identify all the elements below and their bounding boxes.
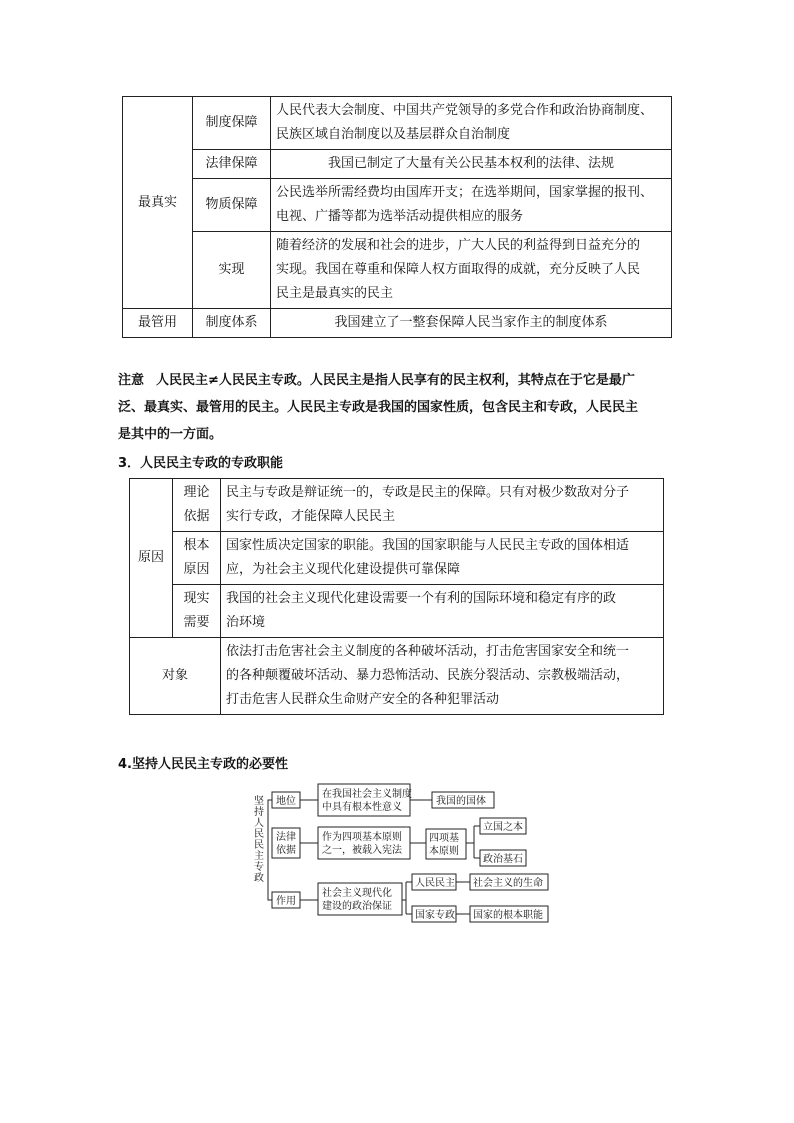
table-row [123,150,672,179]
svg-text:人民民主: 人民民主 [415,878,455,889]
cell-label: 现实 需要 [173,585,221,638]
dictatorship-function-table [129,478,664,715]
svg-text:中具有根本性意义: 中具有根本性意义 [322,802,402,813]
necessity-diagram [248,780,558,930]
svg-text:依据: 依据 [276,845,296,856]
table-row [130,638,664,715]
cell-label: 物质保障 [193,179,271,232]
cell-label: 根本 原因 [173,532,221,585]
svg-text:立国之本: 立国之本 [483,822,523,833]
row-header-most-real: 最真实 [123,97,193,309]
svg-text:法律: 法律 [276,832,296,843]
svg-text:我国的国体: 我国的国体 [436,796,486,807]
cell-text: 公民选举所需经费均由国库开支；在选举期间，国家掌握的报刊、 电视、广播等都为选举活动提供相应的服务 [271,179,672,232]
table-row [123,179,672,232]
cell-label: 实现 [193,232,271,309]
svg-text:作为四项基本原则: 作为四项基本原则 [322,832,402,843]
row-header-object: 对象 [130,638,221,715]
row-header-most-useful: 最管用 [123,309,193,338]
note-lead: 注意 [118,373,145,388]
svg-text:四项基: 四项基 [429,833,459,844]
table-row [130,585,664,638]
democracy-features-table [122,96,672,338]
svg-text:政: 政 [254,873,264,884]
svg-text:建设的政治保证: 建设的政治保证 [322,901,392,912]
cell-text: 民主与专政是辩证统一的，专政是民主的保障。只有对极少数敌对分子 实行专政，才能保障人民民主 [221,479,664,532]
svg-text:地位: 地位 [276,796,296,807]
cell-label: 制度体系 [193,309,271,338]
diagram-root [254,794,264,884]
cell-text: 人民代表大会制度、中国共产党领导的多党合作和政治协商制度、 民族区域自治制度以及基层群众自治制度 [271,97,672,150]
svg-text:民: 民 [254,829,264,840]
section-heading-3: 3．人民民主专政的专政职能 [118,456,284,471]
svg-text:之一，被载入宪法: 之一，被载入宪法 [322,845,402,856]
svg-text:民: 民 [254,840,264,851]
svg-text:主: 主 [254,851,264,862]
cell-label: 法律保障 [193,150,271,179]
svg-text:专: 专 [254,862,264,873]
cell-text: 我国的社会主义现代化建设需要一个有利的国际环境和稳定有序的政 治环境 [221,585,664,638]
cell-text: 我国已制定了大量有关公民基本权利的法律、法规 [271,150,672,179]
svg-text:国家的根本职能: 国家的根本职能 [473,910,543,921]
cell-text: 随着经济的发展和社会的进步，广大人民的利益得到日益充分的 实现。我国在尊重和保障人权方面取得的成就，充分反映了人民 民主是最真实的民主 [271,232,672,309]
note-paragraph: 注意 人民民主≠人民民主专政。人民民主是指人民享有的民主权利，其特点在于它是最广 泛、最真实、最管用的民主。人民民主专政是我国的国家性质，包含民主和专政，人民民主 是其中的一方面。 [118,373,639,442]
svg-text:本原则: 本原则 [429,846,459,857]
svg-text:社会主义现代化: 社会主义现代化 [322,888,392,899]
root-bracket [268,800,272,900]
svg-text:社会主义的生命: 社会主义的生命 [473,878,543,889]
svg-text:国家专政: 国家专政 [415,910,455,921]
cell-text: 依法打击危害社会主义制度的各种破坏活动，打击危害国家安全和统一 的各种颠覆破坏活动、暴力恐怖活动、民族分裂活动、宗教极端活动， 打击危害人民群众生命财产安全的各种犯罪活动 [221,638,664,715]
svg-text:作用: 作用 [276,896,296,907]
svg-text:坚: 坚 [254,796,264,807]
svg-text:在我国社会主义制度: 在我国社会主义制度 [322,789,412,800]
section-heading-4: 4.坚持人民民主专政的必要性 [118,757,288,772]
table-row [123,309,672,338]
svg-text:政治基石: 政治基石 [483,854,523,865]
cell-label: 制度保障 [193,97,271,150]
cell-text: 我国建立了一整套保障人民当家作主的制度体系 [271,309,672,338]
cell-text: 国家性质决定国家的职能。我国的国家职能与人民民主专政的国体相适 应，为社会主义现代化建设提供可靠保障 [221,532,664,585]
table-row [123,97,672,150]
table-row [130,532,664,585]
cell-label: 理论 依据 [173,479,221,532]
svg-text:人: 人 [254,818,264,829]
svg-text:持: 持 [254,807,264,818]
row-header-reason: 原因 [130,479,173,638]
table-row [123,232,672,309]
table-row [130,479,664,532]
